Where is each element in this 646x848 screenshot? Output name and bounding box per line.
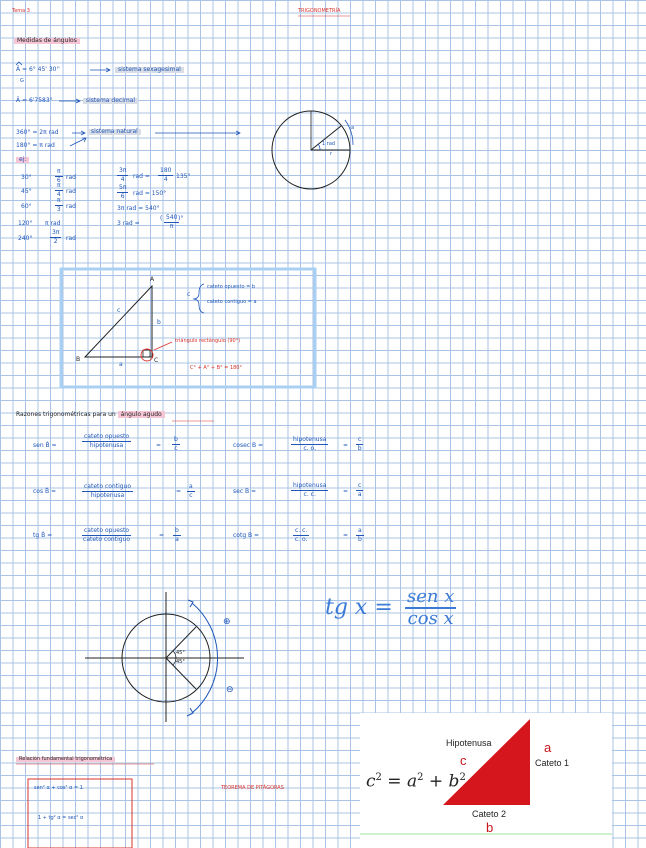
hipotenusa-label: Hipotenusa [446,738,492,748]
ratio-letters: $\frac{c}{a}$ [357,482,362,498]
example-fraction: $\frac{\pi}{6}$ [56,168,61,184]
side-b-label: b [157,319,161,326]
example-rest: 3π rad = 540° [117,205,160,212]
cateto-2-label: Cateto 2 [472,809,507,819]
angle-bottom-label: 45° [176,659,185,665]
example-fraction: $\frac{3\pi}{2}$ [52,229,60,245]
natural-equation-1: 360° = 2π rad [16,129,59,136]
ratios-title-highlight: ángulo agudo [118,411,165,418]
example-tail: 135° [176,173,191,180]
example-rest: rad = 150° [133,190,167,197]
pythagoras-label: TEOREMA DE PITÁGORAS [221,785,284,791]
side-c-picture-label: c [460,753,467,768]
equals-sign: = [343,442,349,449]
radian-circle [272,111,353,189]
example-fraction: $\frac{3\pi}{4}$ [119,167,127,183]
arrow-icon [70,138,86,146]
side-a-picture-label: a [544,740,552,755]
example-unit: π rad [45,220,61,227]
sexagesimal-system-label: sistema sexagesimal [115,67,184,73]
triangle-box-frame [61,269,315,387]
side-a-label: a [119,361,123,368]
ratio-fn-left: cos B̂ = [33,488,57,495]
decimal-system-label: sistema decimal [83,98,138,104]
ratio-letters: $\frac{a}{c}$ [189,483,193,499]
example-paren: ( [160,215,163,222]
right-triangle-note: triángulo rectángulo (90°) [175,338,241,344]
arrow-icon [90,68,110,72]
ratio-letters: $\frac{a}{b}$ [357,527,362,543]
ratio-definition: hipotenusa c. o. [293,436,327,452]
circle-radius-label: r [330,151,333,157]
natural-system-label: sistema natural [88,129,141,135]
ratio-fn-left: sen B̂ = [33,442,57,449]
ratio-letters: $\frac{c}{b}$ [357,436,362,452]
circle-arc-label: a [351,125,355,131]
side-b-picture-label: b [486,820,494,835]
opposite-leg-note: cateto opuesto = b [207,284,256,290]
example-degree: 30° [21,174,32,181]
example-degree: 45° [21,188,32,195]
identity-box-frame [28,779,132,848]
topic-label: Tema 3 [12,8,30,14]
example-rest: rad = [133,173,150,180]
angle-top-label: 45° [176,650,185,656]
example-tail: )° [178,215,184,222]
vertex-a-label: A [150,276,155,283]
negative-angle-icon: ⊖ [226,685,234,695]
unit-circle-axes [85,592,244,722]
natural-equation-2: 180° = π rad [16,142,55,149]
example-fraction: $\frac{180}{4}$ [160,167,172,183]
example-unit: rad [66,203,76,210]
pythagoras-picture [360,713,612,848]
example-rest: 3 rad = [117,220,140,227]
example-degree: 60° [21,203,32,210]
side-c-label: c [117,307,121,314]
vertex-c-label: C [154,357,159,364]
identity-line-1: sen² α + cos² α = 1 [34,785,83,791]
equals-sign: = [159,532,165,539]
hypotenuse-letter: c [187,291,191,298]
adjacent-leg-note: cateto contiguo = a [207,299,257,305]
tangent-denominator: cos x [407,608,454,629]
positive-angle-icon: ⊕ [223,617,231,627]
arrow-icon [59,99,80,103]
equals-sign: = [156,442,162,449]
section-title-measures: Medidas de ángulos [14,38,80,44]
example-unit: rad [66,174,76,181]
ratio-definition: cateto opuesto cateto contiguo [83,527,131,543]
examples-label: ej: [16,157,29,163]
equals-sign: = [176,488,182,495]
decimal-expression: Â = 6'7583° [16,97,53,104]
ratios-title-text: Razones trigonométricas para un [16,411,116,418]
tangent-lhs: tg x = [325,595,393,620]
example-degree: 240° [18,235,33,242]
equals-sign: = [343,488,349,495]
example-unit: rad [66,235,76,242]
cateto-1-label: Cateto 1 [535,758,570,768]
measure-arrows [59,68,240,146]
angle-sum-note: C° + A° + B° = 180° [190,365,242,371]
ratio-fn-right: cosec B = [233,442,264,449]
example-degree: 120° [18,220,33,227]
example-unit: rad [66,188,76,195]
arrow-icon [72,131,85,135]
ratio-fn-right: cotg B = [233,532,260,539]
identity-line-2: 1 + tg² α = sec² α [38,815,84,821]
vertex-b-label: B [76,356,81,363]
arrow-icon [155,131,240,135]
subject-label: TRIGONOMETRÍA [298,8,341,14]
right-triangle-drawing [85,284,204,361]
ratio-definition: hipotenusa c. c. [293,482,327,498]
section-title-identity: Relación fundamental trigonométrica [16,757,115,762]
pythagoras-formula: $c^2 = a^2 + b^2$ [366,771,466,792]
equals-sign: = [343,532,349,539]
circle-rad-label: 1 rad [322,141,336,147]
example-fraction: $\frac{540}{\pi}$ [166,214,178,230]
ratio-definition: $\frac{c. c.}{c. o.}$ [294,527,308,543]
ratio-fn-right: sec B = [233,488,257,495]
example-fraction: $\frac{5\pi}{6}$ [119,184,127,200]
sexagesimal-sub: G [20,78,24,84]
ratio-fn-left: tg B̂ = [33,532,53,539]
tangent-numerator: sen x [407,586,455,607]
ratio-letters: $\frac{b}{a}$ [175,527,179,543]
ratio-definition: cateto opuesto hipotenusa [84,433,130,449]
example-fraction: $\frac{\pi}{4}$ [56,182,61,198]
ratio-definition: cateto contiguo hipotenusa [84,483,132,499]
ratio-letters: $\frac{b}{c}$ [174,436,178,452]
angle-hat [16,62,22,65]
example-fraction: $\frac{\pi}{3}$ [56,197,61,213]
sexagesimal-expression: Â = 6° 45' 30'' [16,66,60,73]
